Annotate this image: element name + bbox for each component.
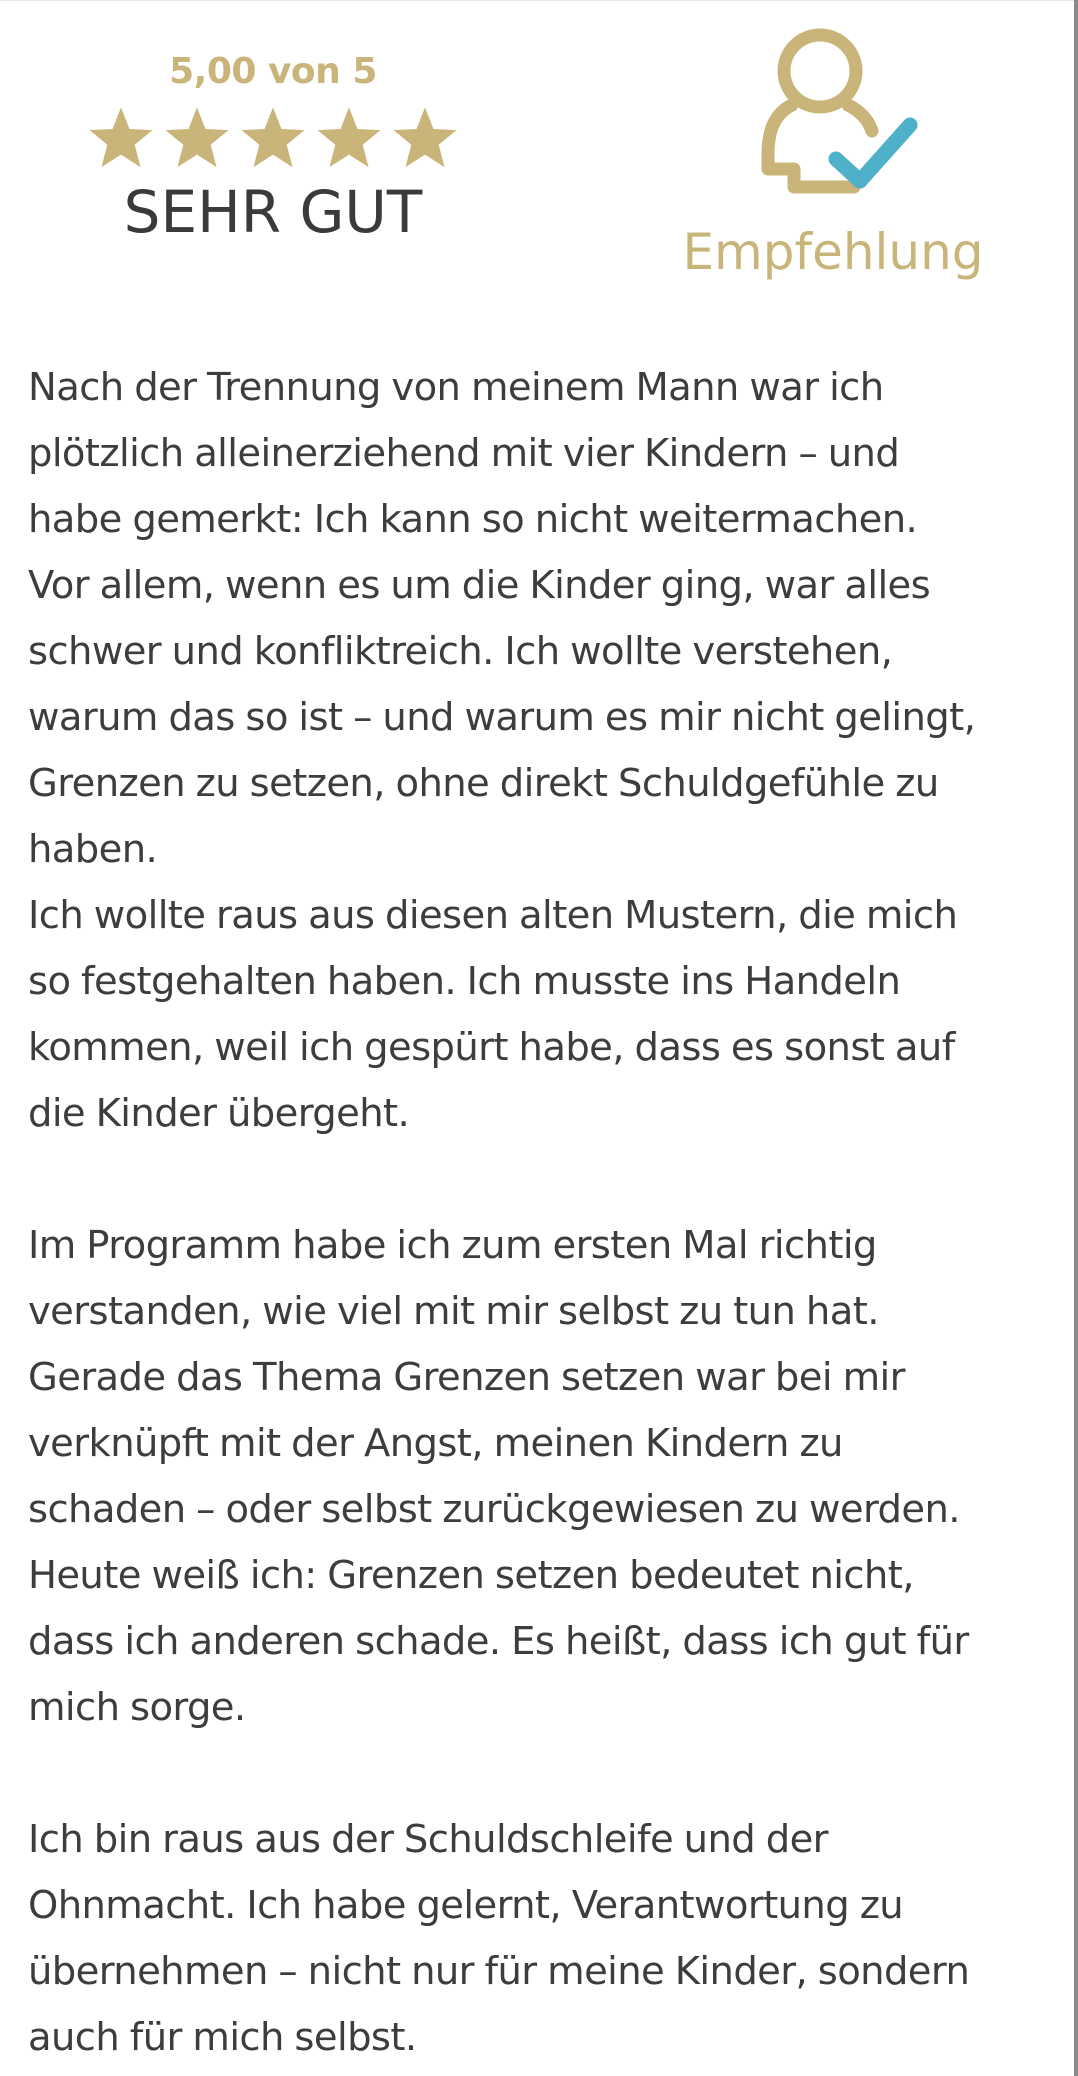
review-line: plötzlich alleinerziehend mit vier Kindern – und — [28, 431, 900, 476]
recommendation-label: Empfehlung — [682, 223, 984, 281]
review-line: schwer und konfliktreich. Ich wollte verstehen, — [28, 629, 893, 674]
review-line: Nach der Trennung von meinem Mann war ich — [28, 365, 884, 410]
paragraph-gap — [28, 1741, 1068, 1807]
review-line: mich sorge. — [28, 1685, 246, 1730]
review-line: Im Programm habe ich zum ersten Mal richtig — [28, 1223, 877, 1268]
review-line: Gerade das Thema Grenzen setzen war bei mir — [28, 1355, 905, 1400]
star-rating — [60, 99, 486, 177]
review-line: verstanden, wie viel mit mir selbst zu tun hat. — [28, 1289, 879, 1334]
user-check-icon — [758, 19, 918, 199]
review-text — [28, 355, 1068, 2071]
review-line: so festgehalten haben. Ich musste ins Handeln — [28, 959, 901, 1004]
review-line: Ohnmacht. Ich habe gelernt, Verantwortung zu — [28, 1883, 904, 1928]
review-line: Ich wollte raus aus diesen alten Mustern, die mich — [28, 893, 958, 938]
rating-label: SEHR GUT — [123, 178, 423, 246]
star-icon — [237, 103, 309, 173]
review-line: habe gemerkt: Ich kann so nicht weitermachen. — [28, 497, 918, 542]
star-icon — [161, 103, 233, 173]
star-icon — [85, 103, 157, 173]
review-line: Heute weiß ich: Grenzen setzen bedeutet nicht, — [28, 1553, 914, 1598]
review-line: Ich bin raus aus der Schuldschleife und der — [28, 1817, 828, 1862]
review-line: warum das so ist – und warum es mir nicht gelingt, — [28, 695, 976, 740]
review-line: schaden – oder selbst zurückgewiesen zu werden. — [28, 1487, 960, 1532]
review-line: kommen, weil ich gespürt habe, dass es sonst auf — [28, 1025, 955, 1070]
review-line: die Kinder übergeht. — [28, 1091, 410, 1136]
review-line: Vor allem, wenn es um die Kinder ging, war alles — [28, 563, 931, 608]
rating-score: 5,00 von 5 — [169, 51, 377, 92]
review-line: dass ich anderen schade. Es heißt, dass ich gut für — [28, 1619, 969, 1664]
paragraph-gap — [28, 1147, 1068, 1213]
review-line: auch für mich selbst. — [28, 2015, 417, 2060]
review-line: übernehmen – nicht nur für meine Kinder, sondern — [28, 1949, 970, 1994]
recommendation-badge — [682, 19, 990, 283]
review-line: verknüpft mit der Angst, meinen Kindern zu — [28, 1421, 843, 1466]
review-line: haben. — [28, 827, 158, 872]
scroll-edge — [1074, 0, 1078, 2076]
rating-summary — [60, 49, 486, 247]
star-icon — [313, 103, 385, 173]
review-line: Grenzen zu setzen, ohne direkt Schuldgefühle zu — [28, 761, 939, 806]
star-icon — [389, 103, 461, 173]
